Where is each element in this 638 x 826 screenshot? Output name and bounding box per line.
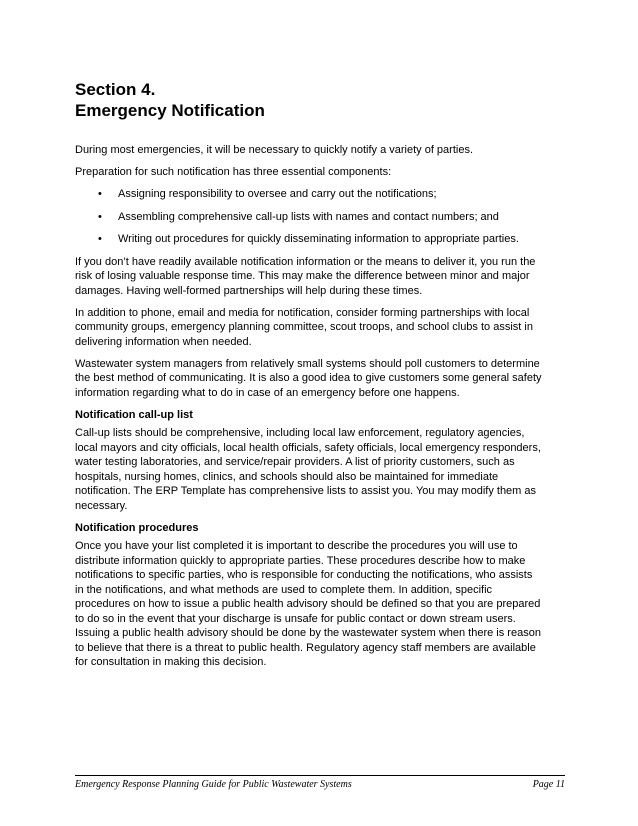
- section-number: Section 4.: [75, 80, 156, 99]
- footer-divider: [75, 775, 565, 776]
- partnerships-paragraph: [75, 306, 565, 350]
- text-line: for consultation in making this decision.: [75, 656, 267, 668]
- text-line: community groups, emergency planning committee, scout troops, and school clubs to assist in: [75, 321, 533, 333]
- section-title: [75, 79, 565, 121]
- text-line: If you don’t have readily available notification information or the means to deliver it, you run the: [75, 255, 536, 268]
- text-line: local mayors and city officials, local health officials, safety officials, local emergency responders,: [75, 441, 541, 454]
- section-heading: Emergency Notification: [75, 101, 265, 120]
- list-item: [75, 187, 565, 202]
- text-line: Wastewater system managers from relatively small systems should poll customers to determine: [75, 357, 540, 370]
- document-body: [75, 143, 565, 677]
- text-line: notifications to specific parties, who is responsible for conducting the notifications, who assists: [75, 569, 533, 581]
- text-line: Preparation for such notification has three essential components:: [75, 166, 392, 178]
- text-line: necessary.: [75, 499, 128, 512]
- list-item-text: Assembling comprehensive call-up lists with names and contact numbers; and: [118, 210, 499, 223]
- text-line: in the notifications, and what methods are used to complete them. In addition, specific: [75, 583, 493, 596]
- callup-paragraph: [75, 426, 565, 513]
- text-line: risk of losing valuable response time. This may make the difference between minor and major: [75, 270, 530, 282]
- text-line: to believe that there is a threat to public health. Regulatory agency staff members are available: [75, 641, 536, 654]
- callup-heading: Notification call-up list: [75, 408, 193, 421]
- response-time-paragraph: [75, 255, 565, 299]
- list-item: [75, 232, 565, 247]
- small-systems-paragraph: [75, 357, 565, 401]
- list-item: [75, 210, 565, 225]
- text-line: procedures on how to issue a public health advisory should be defined so that you are prepared: [75, 598, 541, 610]
- text-line: hospitals, nursing homes, clinics, and schools should also be maintained for immediate: [75, 470, 499, 483]
- text-line: damages. Having well-formed partnerships will help during these times.: [75, 284, 423, 297]
- list-item-text: Writing out procedures for quickly disseminating information to appropriate parties.: [118, 233, 519, 245]
- bullet-icon: •: [98, 233, 102, 245]
- page-footer: [75, 779, 565, 791]
- text-line: Issuing a public health advisory should be done by the wastewater system when there is reason: [75, 627, 541, 639]
- list-item-text: Assigning responsibility to oversee and carry out the notifications;: [118, 188, 437, 200]
- procedures-paragraph: [75, 539, 565, 670]
- bullet-icon: •: [98, 210, 102, 223]
- text-line: Once you have your list completed it is important to describe the procedures you will use to: [75, 540, 518, 552]
- text-line: In addition to phone, email and media for notification, consider forming partnerships with local: [75, 306, 530, 319]
- text-line: the best method of communicating. It is also a good idea to give customers some general safety: [75, 372, 542, 384]
- text-line: water testing laboratories, and service/repair providers. A list of priority customers, such as: [75, 456, 515, 468]
- text-line: delivering information when needed.: [75, 335, 252, 348]
- intro-paragraph-1: [75, 143, 565, 158]
- text-line: to do so in the event that your discharge is unsafe for public contact or down stream users.: [75, 612, 516, 625]
- intro-paragraph-2: [75, 165, 565, 180]
- text-line: Call-up lists should be comprehensive, including local law enforcement, regulatory agencies,: [75, 427, 525, 439]
- page-number: Page 11: [532, 779, 565, 790]
- text-line: notification. The ERP Template has comprehensive lists to assist you. You may modify them as: [75, 485, 537, 497]
- text-line: During most emergencies, it will be necessary to quickly notify a variety of parties.: [75, 144, 473, 156]
- components-list: [75, 187, 565, 247]
- procedures-heading: Notification procedures: [75, 521, 199, 534]
- text-line: information regarding what to do in case of an emergency before one happens.: [75, 386, 460, 399]
- text-line: distribute information quickly to appropriate parties. These procedures describe how to make: [75, 554, 526, 567]
- bullet-icon: •: [98, 188, 102, 200]
- document-page: [75, 0, 565, 826]
- footer-document-title: Emergency Response Planning Guide for Public Wastewater Systems: [75, 779, 352, 790]
